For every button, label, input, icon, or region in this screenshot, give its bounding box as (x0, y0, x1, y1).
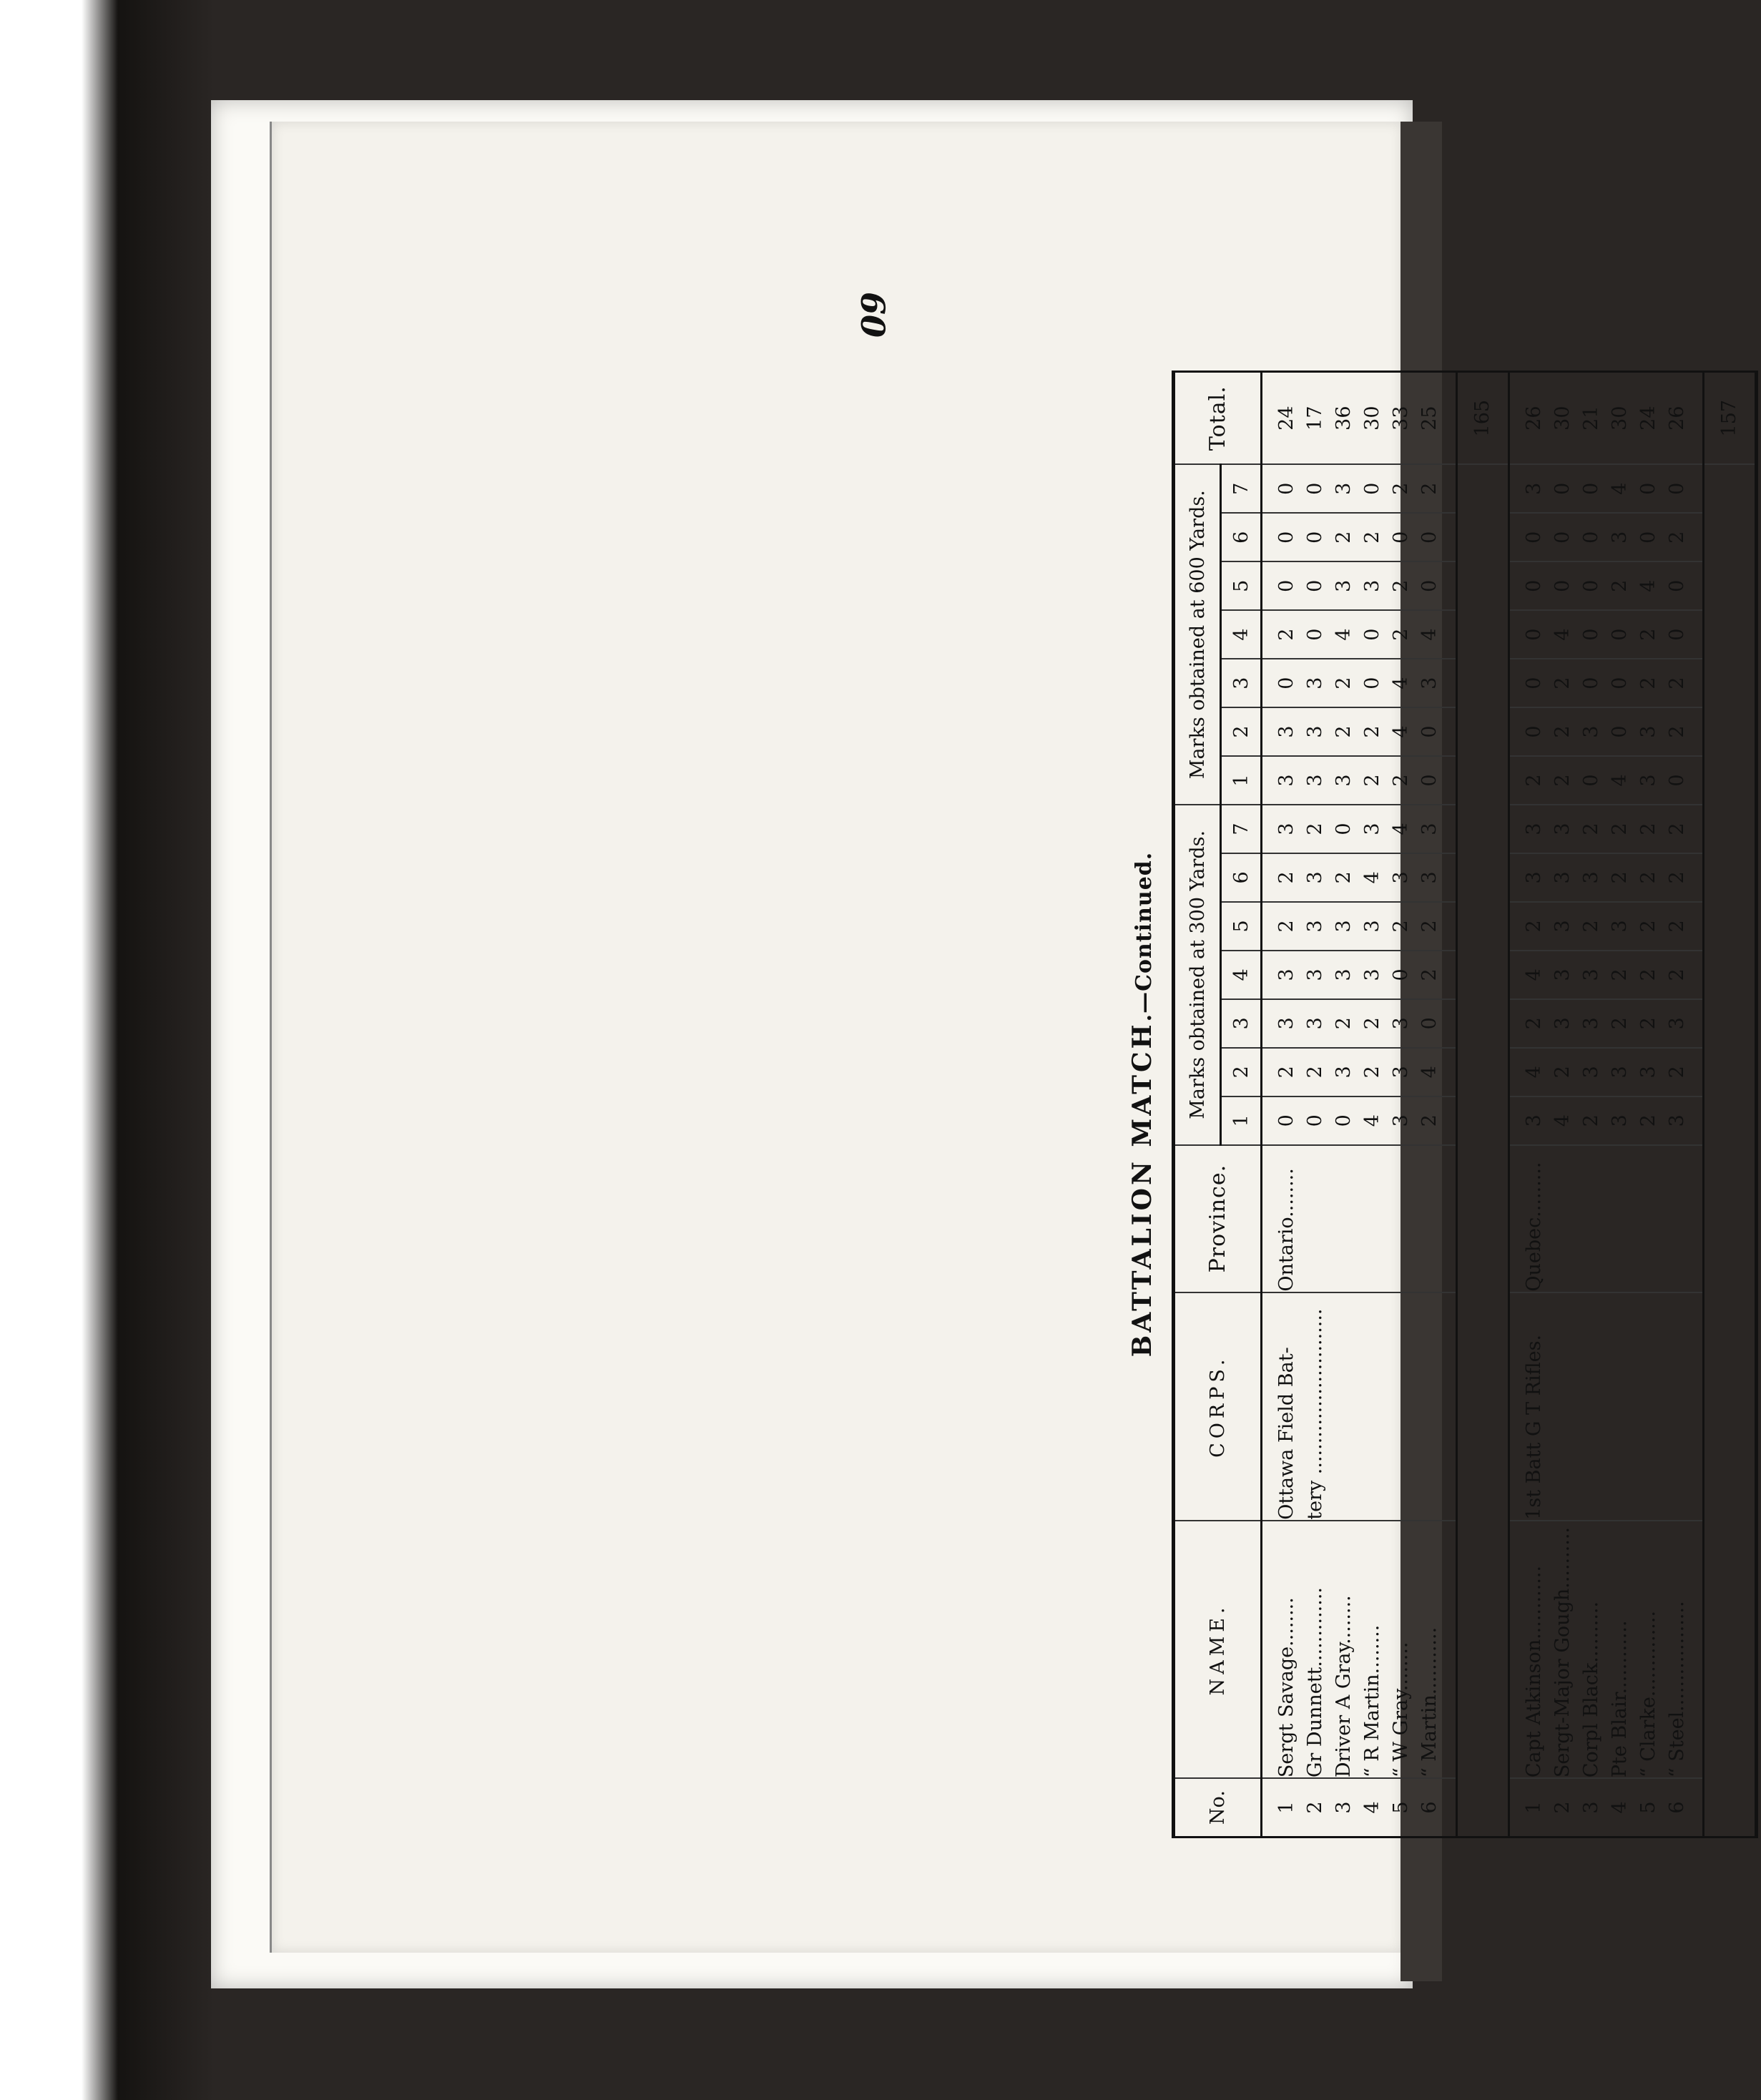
score-cell: 3 (1275, 725, 1298, 738)
team-total-row (1456, 372, 1509, 1838)
score-column-s300-6 (1509, 853, 1704, 902)
score-cell: 0 (1304, 482, 1326, 495)
score-cell: 4 (1418, 628, 1441, 641)
header-shot-300-2: 2 (1221, 1048, 1262, 1096)
row-number: 3 (1579, 1801, 1602, 1814)
score-cell: 0 (1418, 1017, 1441, 1030)
score-table (1172, 371, 1758, 1838)
score-cell: 4 (1551, 1114, 1574, 1127)
score-cell: 3 (1418, 871, 1441, 884)
score-column-s300-6 (1262, 853, 1457, 902)
score-cell: 0 (1522, 579, 1545, 592)
score-cell: 0 (1275, 579, 1298, 592)
score-cell: 3 (1361, 968, 1383, 981)
score-cell: 2 (1361, 1066, 1383, 1079)
row-total: 24 (1275, 406, 1298, 431)
score-cell: 2 (1608, 968, 1631, 981)
score-cell: 2 (1579, 823, 1602, 835)
score-cell: 3 (1551, 1017, 1574, 1030)
page-number: 60 (853, 291, 892, 338)
score-cell: 3 (1608, 920, 1631, 933)
province-name: Ontario........ (1275, 1168, 1298, 1292)
score-cell: 4 (1608, 774, 1631, 787)
score-cell: 3 (1361, 823, 1383, 835)
score-cell: 3 (1665, 1017, 1688, 1030)
score-cell: 2 (1522, 1017, 1545, 1030)
score-cell: 2 (1522, 920, 1545, 933)
score-cell: 0 (1522, 677, 1545, 690)
score-cell: 3 (1522, 823, 1545, 835)
score-cell: 2 (1390, 628, 1412, 641)
score-cell: 4 (1390, 677, 1412, 690)
score-cell: 4 (1361, 1114, 1383, 1127)
score-cell: 3 (1579, 725, 1602, 738)
no-column (1509, 1778, 1704, 1837)
score-cell: 2 (1333, 871, 1355, 884)
score-cell: 2 (1390, 774, 1412, 787)
score-cell: 2 (1665, 1066, 1688, 1079)
score-cell: 2 (1361, 531, 1383, 544)
header-shot-300-5: 5 (1221, 902, 1262, 951)
score-cell: 3 (1304, 920, 1326, 933)
score-cell: 2 (1333, 1017, 1355, 1030)
score-cell: 4 (1522, 968, 1545, 981)
score-cell: 3 (1275, 774, 1298, 787)
row-number: 4 (1608, 1801, 1631, 1814)
score-cell: 0 (1637, 482, 1659, 495)
score-cell: 2 (1637, 920, 1659, 933)
province-column (1509, 1145, 1704, 1292)
score-cell: 3 (1333, 1066, 1355, 1079)
table-body (1262, 372, 1757, 1838)
province-column (1262, 1145, 1457, 1292)
score-column-s600-2 (1509, 707, 1704, 756)
score-cell: 2 (1665, 823, 1688, 835)
header-shot-600-4: 4 (1221, 610, 1262, 659)
team-total: 157 (1704, 372, 1757, 465)
score-cell: 2 (1275, 920, 1298, 933)
score-cell: 0 (1551, 531, 1574, 544)
score-cell: 3 (1418, 823, 1441, 835)
score-cell: 2 (1551, 725, 1574, 738)
book-spine (0, 0, 215, 2100)
score-cell: 2 (1333, 725, 1355, 738)
shooter-name: “ Steel.................. (1665, 1601, 1688, 1778)
shooter-name: Corpl Black.......... (1579, 1601, 1602, 1778)
row-number: 4 (1361, 1801, 1383, 1814)
score-cell: 3 (1390, 1017, 1412, 1030)
score-cell: 0 (1522, 628, 1545, 641)
score-cell: 3 (1418, 677, 1441, 690)
score-column-s600-6 (1262, 513, 1457, 561)
score-cell: 3 (1304, 968, 1326, 981)
title-main: BATTALION MATCH (1127, 1021, 1157, 1358)
score-cell: 2 (1608, 823, 1631, 835)
total-column (1509, 372, 1704, 465)
score-column-s600-6 (1509, 513, 1704, 561)
score-cell: 4 (1333, 628, 1355, 641)
no-column (1262, 1778, 1457, 1837)
score-cell: 3 (1333, 579, 1355, 592)
score-cell: 0 (1418, 531, 1441, 544)
shooter-name: Driver A Gray........ (1333, 1595, 1355, 1778)
score-cell: 2 (1608, 1017, 1631, 1030)
shooter-name: “ W Gray........ (1390, 1642, 1412, 1778)
row-number: 6 (1665, 1801, 1688, 1814)
score-cell: 0 (1304, 628, 1326, 641)
score-column-s600-3 (1262, 659, 1457, 707)
score-cell: 0 (1522, 531, 1545, 544)
row-total: 26 (1522, 406, 1545, 431)
score-cell: 3 (1304, 1017, 1326, 1030)
score-cell: 2 (1608, 579, 1631, 592)
score-cell: 4 (1390, 823, 1412, 835)
score-column-s300-2 (1262, 1048, 1457, 1096)
table-title (1117, 371, 1167, 1838)
score-cell: 3 (1665, 1114, 1688, 1127)
score-column-s300-4 (1262, 951, 1457, 999)
row-number: 2 (1304, 1801, 1326, 1814)
score-cell: 4 (1361, 871, 1383, 884)
score-cell: 2 (1637, 968, 1659, 981)
header-300-yards: Marks obtained at 300 Yards. (1174, 805, 1221, 1145)
score-cell: 3 (1390, 871, 1412, 884)
score-cell: 2 (1665, 531, 1688, 544)
score-cell: 0 (1522, 725, 1545, 738)
score-cell: 0 (1579, 677, 1602, 690)
row-total: 26 (1665, 406, 1688, 431)
score-cell: 3 (1522, 482, 1545, 495)
score-column-s600-7 (1509, 464, 1704, 513)
score-column-s300-7 (1262, 805, 1457, 853)
score-cell: 2 (1637, 1017, 1659, 1030)
total-column (1262, 372, 1457, 465)
row-total: 25 (1418, 406, 1441, 431)
score-cell: 0 (1637, 531, 1659, 544)
score-cell: 0 (1579, 482, 1602, 495)
score-cell: 0 (1275, 1114, 1298, 1127)
header-shot-300-3: 3 (1221, 999, 1262, 1048)
score-cell: 2 (1418, 1114, 1441, 1127)
rotated-table-block (1117, 371, 1761, 1838)
row-number: 6 (1418, 1801, 1441, 1814)
score-cell: 0 (1361, 628, 1383, 641)
score-cell: 2 (1579, 1114, 1602, 1127)
score-column-s600-5 (1509, 561, 1704, 610)
header-province: Province. (1174, 1145, 1262, 1292)
province-name: Quebec......... (1522, 1162, 1545, 1292)
row-total: 30 (1361, 406, 1383, 431)
score-cell: 3 (1637, 1066, 1659, 1079)
row-number: 1 (1275, 1801, 1298, 1814)
score-column-s300-1 (1509, 1096, 1704, 1145)
team-total-filler (1456, 464, 1509, 1837)
score-cell: 2 (1275, 1066, 1298, 1079)
row-total: 17 (1304, 406, 1326, 431)
header-shot-300-6: 6 (1221, 853, 1262, 902)
header-no: No. (1174, 1778, 1262, 1837)
row-number: 1 (1522, 1801, 1545, 1814)
score-cell: 3 (1551, 968, 1574, 981)
score-cell: 2 (1551, 774, 1574, 787)
shooter-name: Sergt Savage........ (1275, 1597, 1298, 1778)
score-cell: 3 (1304, 871, 1326, 884)
score-cell: 2 (1361, 1017, 1383, 1030)
score-cell: 3 (1608, 1114, 1631, 1127)
score-cell: 4 (1637, 579, 1659, 592)
score-column-s300-1 (1262, 1096, 1457, 1145)
name-column (1509, 1521, 1704, 1778)
team-block (1262, 372, 1457, 1838)
shooter-name: “ Martin........... (1418, 1626, 1441, 1778)
score-cell: 3 (1390, 1066, 1412, 1079)
score-cell: 4 (1418, 1066, 1441, 1079)
score-column-s300-7 (1509, 805, 1704, 853)
score-cell: 0 (1551, 482, 1574, 495)
score-cell: 3 (1361, 920, 1383, 933)
score-cell: 3 (1333, 968, 1355, 981)
score-cell: 4 (1551, 628, 1574, 641)
header-corps: CORPS. (1174, 1292, 1262, 1521)
score-cell: 2 (1608, 871, 1631, 884)
score-cell: 2 (1579, 920, 1602, 933)
header-shot-600-5: 5 (1221, 561, 1262, 610)
team-block (1509, 372, 1704, 1838)
score-column-s600-1 (1509, 756, 1704, 805)
shooter-name: Gr Dunnett............. (1304, 1587, 1326, 1778)
score-cell: 0 (1579, 774, 1602, 787)
score-cell: 2 (1304, 823, 1326, 835)
score-cell: 3 (1579, 1017, 1602, 1030)
score-cell: 2 (1418, 920, 1441, 933)
score-column-s600-4 (1509, 610, 1704, 659)
row-number: 2 (1551, 1801, 1574, 1814)
header-shot-600-6: 6 (1221, 513, 1262, 561)
row-total: 36 (1333, 406, 1355, 431)
score-cell: 0 (1418, 725, 1441, 738)
score-cell: 0 (1275, 531, 1298, 544)
score-cell: 0 (1418, 774, 1441, 787)
score-cell: 3 (1551, 920, 1574, 933)
score-cell: 0 (1333, 823, 1355, 835)
score-cell: 0 (1665, 774, 1688, 787)
row-number: 5 (1637, 1801, 1659, 1814)
score-cell: 3 (1522, 1114, 1545, 1127)
score-cell: 2 (1390, 920, 1412, 933)
score-cell: 2 (1665, 968, 1688, 981)
score-cell: 2 (1637, 628, 1659, 641)
score-cell: 2 (1665, 677, 1688, 690)
score-column-s300-5 (1262, 902, 1457, 951)
score-cell: 2 (1637, 677, 1659, 690)
score-cell: 3 (1361, 579, 1383, 592)
score-cell: 0 (1390, 531, 1412, 544)
score-cell: 0 (1608, 628, 1631, 641)
corps-column (1509, 1292, 1704, 1521)
score-cell: 2 (1361, 774, 1383, 787)
score-cell: 2 (1522, 774, 1545, 787)
shooter-name: “ R Martin........ (1361, 1624, 1383, 1778)
score-cell: 3 (1579, 1066, 1602, 1079)
score-cell: 4 (1522, 1066, 1545, 1079)
score-cell: 2 (1637, 823, 1659, 835)
score-cell: 2 (1665, 871, 1688, 884)
score-column-s600-3 (1509, 659, 1704, 707)
team-total-row (1704, 372, 1757, 1838)
score-cell: 3 (1275, 1017, 1298, 1030)
score-cell: 3 (1608, 1066, 1631, 1079)
score-cell: 3 (1522, 871, 1545, 884)
score-cell: 2 (1390, 579, 1412, 592)
score-cell: 3 (1579, 871, 1602, 884)
score-cell: 0 (1608, 677, 1631, 690)
score-cell: 4 (1390, 725, 1412, 738)
score-cell: 2 (1551, 1066, 1574, 1079)
score-column-s600-4 (1262, 610, 1457, 659)
score-cell: 0 (1333, 1114, 1355, 1127)
title-continued: .—Continued. (1132, 851, 1157, 1022)
score-cell: 3 (1637, 725, 1659, 738)
score-cell: 3 (1275, 968, 1298, 981)
score-cell: 0 (1665, 482, 1688, 495)
score-cell: 2 (1637, 1114, 1659, 1127)
score-cell: 2 (1418, 968, 1441, 981)
row-number: 3 (1333, 1801, 1355, 1814)
score-column-s600-5 (1262, 561, 1457, 610)
score-cell: 4 (1608, 482, 1631, 495)
score-column-s600-7 (1262, 464, 1457, 513)
score-cell: 3 (1608, 531, 1631, 544)
score-cell: 3 (1304, 677, 1326, 690)
score-cell: 0 (1608, 725, 1631, 738)
shooter-name: Capt Atkinson............ (1522, 1565, 1545, 1778)
score-cell: 3 (1333, 774, 1355, 787)
score-column-s600-1 (1262, 756, 1457, 805)
row-total: 21 (1579, 406, 1602, 431)
score-cell: 2 (1390, 482, 1412, 495)
score-cell: 2 (1418, 482, 1441, 495)
score-cell: 0 (1304, 531, 1326, 544)
header-name: NAME. (1174, 1521, 1262, 1778)
score-cell: 2 (1333, 677, 1355, 690)
score-cell: 0 (1390, 968, 1412, 981)
corps-column (1262, 1292, 1457, 1521)
header-total: Total. (1174, 372, 1262, 465)
header-shot-300-1: 1 (1221, 1096, 1262, 1145)
header-shot-300-7: 7 (1221, 805, 1262, 853)
header-shot-600-2: 2 (1221, 707, 1262, 756)
score-cell: 0 (1418, 579, 1441, 592)
score-cell: 2 (1665, 920, 1688, 933)
score-cell: 0 (1579, 531, 1602, 544)
name-column (1262, 1521, 1457, 1778)
score-cell: 3 (1551, 871, 1574, 884)
score-cell: 3 (1551, 823, 1574, 835)
score-cell: 3 (1637, 774, 1659, 787)
header-shot-600-7: 7 (1221, 464, 1262, 513)
score-cell: 0 (1579, 579, 1602, 592)
score-column-s300-3 (1509, 999, 1704, 1048)
row-total: 24 (1637, 406, 1659, 431)
score-cell: 3 (1390, 1114, 1412, 1127)
team-total-filler (1704, 464, 1757, 1837)
row-number: 5 (1390, 1801, 1412, 1814)
header-600-yards: Marks obtained at 600 Yards. (1174, 464, 1221, 805)
score-cell: 2 (1637, 871, 1659, 884)
row-total: 30 (1551, 406, 1574, 431)
header-shot-300-4: 4 (1221, 951, 1262, 999)
score-cell: 2 (1333, 531, 1355, 544)
score-cell: 2 (1275, 628, 1298, 641)
header-shot-600-3: 3 (1221, 659, 1262, 707)
score-cell: 3 (1333, 482, 1355, 495)
score-cell: 3 (1275, 823, 1298, 835)
score-cell: 0 (1361, 677, 1383, 690)
score-cell: 0 (1361, 482, 1383, 495)
score-column-s300-4 (1509, 951, 1704, 999)
shooter-name: Pte Blair............ (1608, 1620, 1631, 1778)
score-cell: 0 (1579, 628, 1602, 641)
row-total: 30 (1608, 406, 1631, 431)
score-cell: 0 (1665, 579, 1688, 592)
score-cell: 3 (1304, 725, 1326, 738)
score-cell: 2 (1361, 725, 1383, 738)
score-column-s300-3 (1262, 999, 1457, 1048)
score-cell: 0 (1665, 628, 1688, 641)
score-cell: 3 (1333, 920, 1355, 933)
score-cell: 0 (1275, 482, 1298, 495)
score-cell: 0 (1304, 579, 1326, 592)
row-total: 33 (1390, 406, 1412, 431)
corps-name: 1st Batt G T Rifles. (1522, 1334, 1545, 1520)
shooter-name: “ Clarke.............. (1637, 1610, 1659, 1778)
score-cell: 2 (1304, 1066, 1326, 1079)
score-cell: 2 (1275, 871, 1298, 884)
score-cell: 0 (1551, 579, 1574, 592)
score-cell: 2 (1551, 677, 1574, 690)
corps-name: tery ........................... (1304, 1308, 1326, 1520)
score-cell: 3 (1304, 774, 1326, 787)
score-column-s600-2 (1262, 707, 1457, 756)
score-cell: 0 (1275, 677, 1298, 690)
score-column-s300-2 (1509, 1048, 1704, 1096)
score-column-s300-5 (1509, 902, 1704, 951)
team-total: 165 (1456, 372, 1509, 465)
score-cell: 3 (1579, 968, 1602, 981)
header-shot-600-1: 1 (1221, 756, 1262, 805)
shooter-name: Sergt-Major Gough.......... (1551, 1526, 1574, 1778)
score-cell: 0 (1304, 1114, 1326, 1127)
corps-name: Ottawa Field Bat- (1275, 1347, 1298, 1520)
score-cell: 2 (1665, 725, 1688, 738)
